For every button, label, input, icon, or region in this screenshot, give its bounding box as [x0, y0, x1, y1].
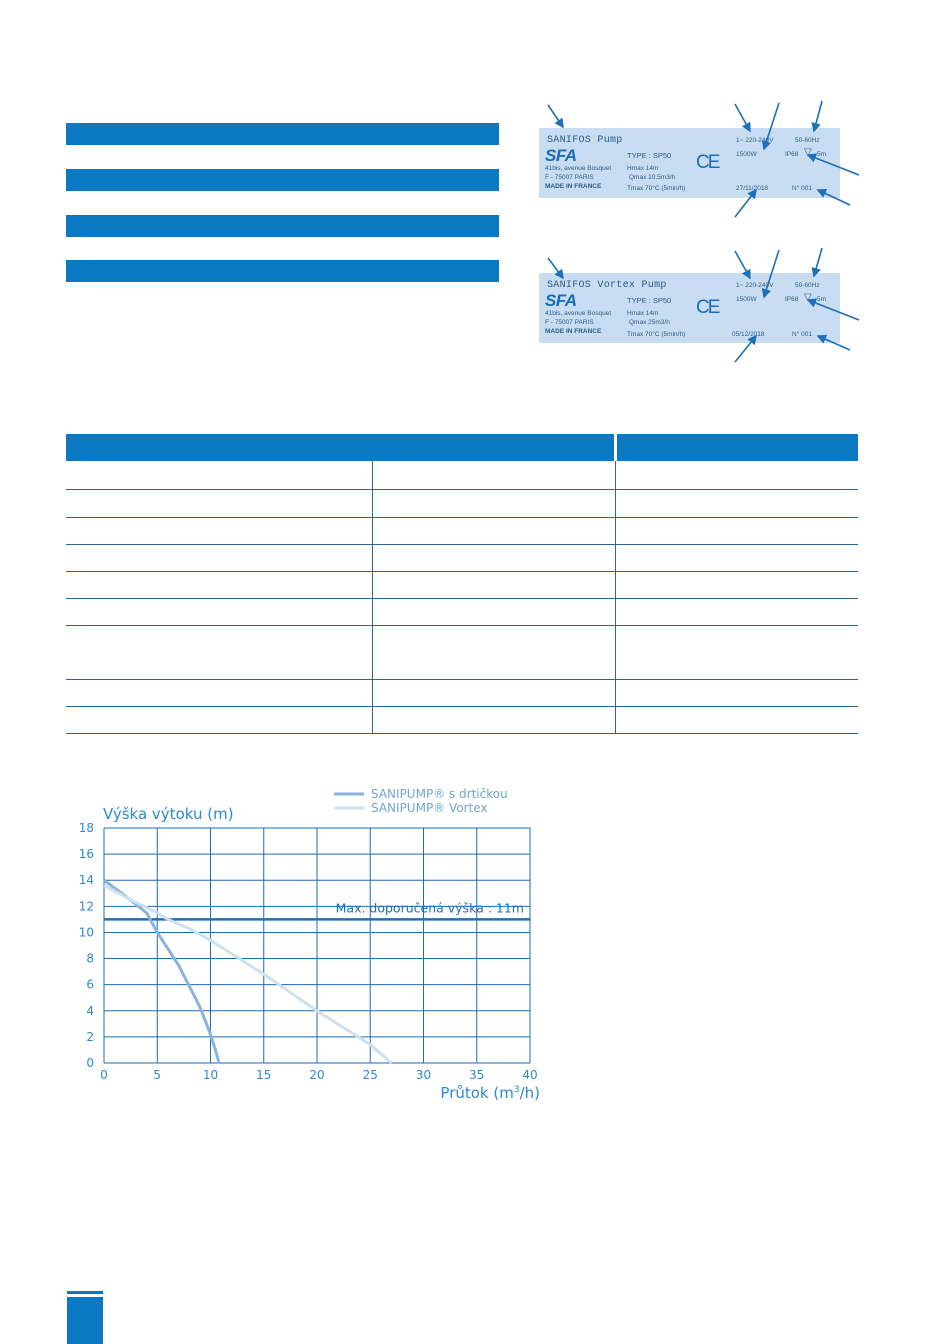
arrow-icon	[735, 251, 750, 278]
plate-voltage: 1~ 220-240V	[736, 137, 774, 144]
y-axis-label: Výška výtoku (m)	[103, 805, 234, 823]
plate-title: SANIFOS Pump	[547, 135, 623, 146]
plate-address-2: F - 75007 PARIS	[545, 174, 594, 181]
chart-grid	[104, 828, 530, 1063]
plate-power: 1500W	[736, 296, 757, 303]
plate-serial: N° 001	[792, 331, 812, 338]
table-row	[66, 461, 858, 490]
spec-table	[66, 434, 858, 734]
table-row	[66, 599, 858, 626]
plate-ip-rating: IP68	[785, 296, 799, 303]
plate-qmax: Qmax 25m3/h	[629, 319, 670, 326]
table-row	[66, 680, 858, 707]
plate-ip-rating: IP68	[785, 151, 799, 158]
plate-brand-logo: SFA	[545, 146, 577, 165]
arrow-icon	[818, 190, 850, 205]
table-row	[66, 518, 858, 545]
arrow-icon	[814, 101, 822, 131]
plate-address-1: 41bis, avenue Bosquet	[545, 310, 612, 317]
plate-hmax: Hmax 14m	[627, 165, 659, 172]
table-row	[66, 490, 858, 518]
y-tick-label: 6	[86, 977, 94, 992]
ce-mark: CE	[696, 152, 719, 173]
y-tick-label: 12	[78, 899, 94, 914]
y-tick-label: 8	[86, 951, 94, 966]
x-tick-label: 10	[202, 1068, 219, 1082]
plate-address-2: F - 75007 PARIS	[545, 319, 594, 326]
y-tick-label: 0	[86, 1056, 94, 1070]
x-tick-label: 5	[153, 1068, 162, 1082]
plate-made-in: MADE IN FRANCE	[545, 183, 602, 190]
pump-curve-chart	[66, 780, 556, 1105]
plate-serial: N° 001	[792, 185, 812, 192]
max-height-label: Max. doporučená výška : 11m	[335, 900, 524, 916]
plate-title: SANIFOS Vortex Pump	[547, 280, 667, 291]
plate-type: TYPE : SP50	[627, 151, 672, 160]
table-row	[66, 707, 858, 734]
arrow-icon	[548, 105, 563, 127]
plate-date: 27/11/2018	[736, 185, 769, 192]
plate-depth: 5m	[817, 151, 827, 158]
pointer-arrows	[0, 0, 950, 400]
depth-triangle-icon: ▽	[804, 292, 812, 303]
plate-made-in: MADE IN FRANCE	[545, 328, 602, 335]
page-tab	[67, 1297, 103, 1344]
y-tick-label: 2	[86, 1029, 94, 1044]
y-tick-label: 14	[78, 873, 94, 888]
x-tick-label: 40	[522, 1068, 538, 1082]
arrow-icon	[735, 104, 750, 131]
arrow-icon	[735, 336, 756, 362]
y-tick-label: 16	[78, 847, 94, 862]
x-tick-label: 25	[362, 1068, 378, 1082]
table-header	[66, 434, 858, 461]
table-header-cell	[66, 434, 614, 461]
plate-frequency: 50-60Hz	[795, 137, 820, 144]
legend-label: SANIPUMP® Vortex	[371, 801, 488, 815]
plate-depth: 5m	[817, 296, 827, 303]
arrow-icon	[548, 258, 563, 278]
arrow-icon	[814, 248, 822, 276]
arrow-icon	[764, 250, 779, 297]
plate-frequency: 50-60Hz	[795, 282, 820, 289]
arrow-icon	[764, 103, 779, 149]
footer-rule	[67, 1291, 103, 1294]
plate-date: 05/12/2018	[732, 331, 765, 338]
legend-label: SANIPUMP® s drtičkou	[371, 787, 508, 801]
table-row	[66, 626, 858, 680]
plate-address-1: 41bis, avenue Bosquet	[545, 165, 612, 172]
plate-qmax: Qmax 10.5m3/h	[629, 174, 676, 181]
plate-hmax: Hmax 14m	[627, 310, 659, 317]
arrow-icon	[808, 300, 859, 320]
plate-power: 1500W	[736, 151, 757, 158]
plate-brand-logo: SFA	[545, 291, 577, 310]
table-row	[66, 572, 858, 599]
x-tick-label: 35	[469, 1068, 485, 1082]
y-tick-label: 4	[86, 1003, 94, 1018]
chart-legend	[334, 787, 508, 815]
x-tick-label: 30	[415, 1068, 432, 1082]
x-tick-label: 15	[256, 1068, 272, 1082]
y-tick-label: 10	[78, 925, 94, 940]
table-row	[66, 545, 858, 572]
x-axis-label: Průtok $(m^3/h)$	[440, 1084, 540, 1102]
arrow-icon	[808, 155, 859, 175]
table-header-cell	[617, 434, 858, 461]
plate-type: TYPE : SP50	[627, 296, 672, 305]
ce-mark: CE	[696, 297, 719, 318]
x-tick-label: 20	[309, 1068, 325, 1082]
arrow-icon	[735, 190, 756, 217]
plate-voltage: 1~ 220-240V	[736, 282, 774, 289]
x-tick-label: 0	[100, 1068, 108, 1082]
series-line-1	[104, 880, 219, 1063]
plate-tmax: Tmax 70°C (5min/h)	[627, 331, 686, 338]
plate-tmax: Tmax 70°C (5min/h)	[627, 185, 686, 192]
y-tick-label: 18	[78, 821, 94, 835]
chart-ticks	[79, 821, 538, 1082]
arrow-icon	[818, 336, 850, 350]
depth-triangle-icon: ▽	[804, 147, 812, 158]
